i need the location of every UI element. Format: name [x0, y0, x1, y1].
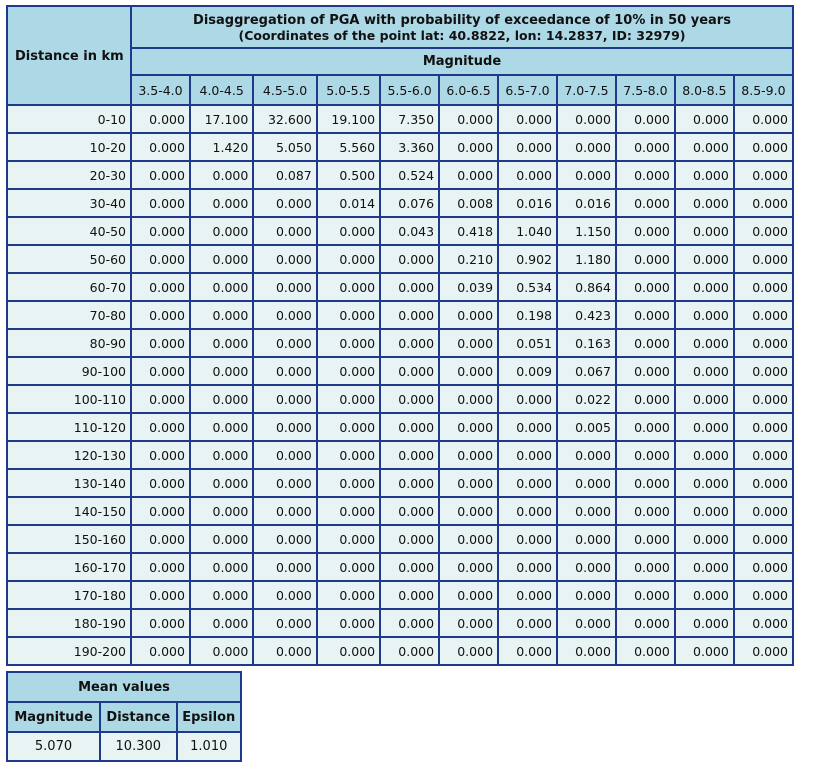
value-cell: 0.000: [253, 385, 316, 413]
value-cell: 0.000: [380, 329, 439, 357]
value-cell: 0.000: [253, 497, 316, 525]
value-cell: 0.000: [190, 581, 253, 609]
value-cell: 0.000: [317, 357, 380, 385]
value-cell: 0.000: [317, 581, 380, 609]
value-cell: 0.087: [253, 161, 316, 189]
value-cell: 0.000: [253, 217, 316, 245]
magnitude-column-header: 7.5-8.0: [616, 75, 675, 105]
value-cell: 0.000: [190, 525, 253, 553]
value-cell: 0.000: [734, 245, 793, 273]
value-cell: 0.000: [675, 133, 734, 161]
value-cell: 0.000: [675, 217, 734, 245]
disaggregation-table: [6, 5, 794, 666]
value-cell: 0.000: [734, 329, 793, 357]
value-cell: 0.000: [439, 301, 498, 329]
distance-cell: 40-50: [7, 217, 131, 245]
value-cell: 1.150: [557, 217, 616, 245]
value-cell: 0.000: [131, 161, 190, 189]
value-cell: 0.000: [380, 637, 439, 665]
value-cell: 0.000: [734, 637, 793, 665]
value-cell: 0.000: [190, 441, 253, 469]
table-row: [7, 637, 793, 665]
value-cell: 0.000: [439, 385, 498, 413]
value-cell: 0.000: [616, 189, 675, 217]
table-body: [7, 105, 793, 665]
value-cell: 0.534: [498, 273, 557, 301]
distance-header: Distance in km: [7, 6, 131, 105]
table-row: [7, 217, 793, 245]
value-cell: 0.016: [557, 189, 616, 217]
value-cell: 0.000: [439, 413, 498, 441]
value-cell: 0.000: [734, 161, 793, 189]
value-cell: 0.000: [253, 329, 316, 357]
value-cell: 0.000: [616, 385, 675, 413]
value-cell: 0.000: [131, 441, 190, 469]
value-cell: 0.000: [131, 413, 190, 441]
value-cell: 0.067: [557, 357, 616, 385]
value-cell: 0.000: [616, 581, 675, 609]
value-cell: 0.000: [317, 413, 380, 441]
value-cell: 0.000: [380, 245, 439, 273]
value-cell: 0.000: [380, 609, 439, 637]
value-cell: 0.000: [734, 469, 793, 497]
table-row: [7, 385, 793, 413]
table-row: [7, 441, 793, 469]
value-cell: 0.000: [190, 329, 253, 357]
value-cell: 0.000: [380, 385, 439, 413]
value-cell: 0.000: [734, 609, 793, 637]
value-cell: 0.000: [439, 637, 498, 665]
value-cell: 0.000: [734, 497, 793, 525]
value-cell: 0.000: [675, 189, 734, 217]
value-cell: 0.000: [498, 553, 557, 581]
value-cell: 0.418: [439, 217, 498, 245]
value-cell: 0.864: [557, 273, 616, 301]
mean-values-title: Mean values: [7, 672, 241, 702]
value-cell: 0.000: [675, 637, 734, 665]
value-cell: 0.014: [317, 189, 380, 217]
value-cell: 3.360: [380, 133, 439, 161]
value-cell: 0.000: [253, 413, 316, 441]
distance-cell: 30-40: [7, 189, 131, 217]
value-cell: 0.000: [675, 329, 734, 357]
value-cell: 0.000: [190, 609, 253, 637]
value-cell: 0.000: [131, 329, 190, 357]
magnitude-column-header: 5.5-6.0: [380, 75, 439, 105]
value-cell: 0.000: [557, 133, 616, 161]
value-cell: 5.050: [253, 133, 316, 161]
value-cell: 0.000: [131, 357, 190, 385]
value-cell: 0.000: [439, 469, 498, 497]
table-row: [7, 609, 793, 637]
distance-cell: 160-170: [7, 553, 131, 581]
value-cell: 0.000: [675, 609, 734, 637]
distance-cell: 0-10: [7, 105, 131, 133]
table-title-cell: [131, 6, 793, 48]
value-cell: 0.000: [439, 105, 498, 133]
value-cell: 0.000: [498, 637, 557, 665]
value-cell: 0.000: [253, 581, 316, 609]
value-cell: 0.000: [734, 385, 793, 413]
value-cell: 0.000: [439, 357, 498, 385]
value-cell: 0.043: [380, 217, 439, 245]
value-cell: 0.000: [616, 553, 675, 581]
value-cell: 0.000: [253, 273, 316, 301]
value-cell: 0.051: [498, 329, 557, 357]
value-cell: 0.000: [675, 385, 734, 413]
table-row: [7, 245, 793, 273]
value-cell: 0.009: [498, 357, 557, 385]
value-cell: 0.000: [498, 441, 557, 469]
value-cell: 0.076: [380, 189, 439, 217]
value-cell: 19.100: [317, 105, 380, 133]
value-cell: 0.000: [190, 637, 253, 665]
value-cell: 0.000: [190, 245, 253, 273]
value-cell: 0.000: [439, 161, 498, 189]
value-cell: 0.000: [557, 525, 616, 553]
table-row: [7, 189, 793, 217]
table-title: Disaggregation of PGA with probability of exceedance of 10% in 50 years: [193, 12, 731, 28]
value-cell: 0.000: [675, 245, 734, 273]
table-row: [7, 357, 793, 385]
value-cell: 0.000: [131, 581, 190, 609]
value-cell: 0.000: [380, 497, 439, 525]
table-row: [7, 273, 793, 301]
value-cell: 0.000: [675, 161, 734, 189]
value-cell: 0.902: [498, 245, 557, 273]
value-cell: 0.000: [131, 273, 190, 301]
distance-cell: 100-110: [7, 385, 131, 413]
value-cell: 1.180: [557, 245, 616, 273]
value-cell: 0.423: [557, 301, 616, 329]
value-cell: 0.000: [131, 301, 190, 329]
magnitude-column-header: 5.0-5.5: [317, 75, 380, 105]
value-cell: 0.000: [190, 385, 253, 413]
value-cell: 0.000: [380, 469, 439, 497]
value-cell: 0.000: [734, 301, 793, 329]
distance-cell: 20-30: [7, 161, 131, 189]
value-cell: 0.000: [317, 469, 380, 497]
value-cell: 0.000: [317, 217, 380, 245]
value-cell: 0.000: [616, 273, 675, 301]
value-cell: 0.000: [557, 441, 616, 469]
value-cell: 0.000: [317, 609, 380, 637]
value-cell: 0.000: [734, 553, 793, 581]
value-cell: 0.000: [380, 357, 439, 385]
mean-header-cell: Epsilon: [177, 702, 241, 732]
value-cell: 0.000: [734, 413, 793, 441]
value-cell: 0.000: [498, 413, 557, 441]
value-cell: 0.000: [616, 413, 675, 441]
value-cell: 0.022: [557, 385, 616, 413]
value-cell: 0.000: [498, 133, 557, 161]
mean-header-cell: Magnitude: [7, 702, 100, 732]
value-cell: 0.000: [616, 637, 675, 665]
value-cell: 0.000: [498, 609, 557, 637]
value-cell: 0.000: [131, 217, 190, 245]
mean-values-table: [6, 671, 242, 762]
mean-value-cell: 5.070: [7, 732, 100, 761]
value-cell: 0.000: [498, 385, 557, 413]
value-cell: 0.000: [190, 497, 253, 525]
value-cell: 0.000: [675, 441, 734, 469]
distance-cell: 190-200: [7, 637, 131, 665]
value-cell: 0.000: [253, 637, 316, 665]
value-cell: 0.000: [675, 273, 734, 301]
value-cell: 0.000: [131, 189, 190, 217]
value-cell: 0.000: [439, 525, 498, 553]
table-row: [7, 469, 793, 497]
value-cell: 0.000: [616, 497, 675, 525]
value-cell: 0.000: [557, 497, 616, 525]
magnitude-column-header: 4.5-5.0: [253, 75, 316, 105]
value-cell: 0.000: [131, 525, 190, 553]
value-cell: 0.000: [190, 553, 253, 581]
table-row: [7, 301, 793, 329]
value-cell: 0.000: [675, 581, 734, 609]
value-cell: 0.000: [734, 273, 793, 301]
value-cell: 0.000: [317, 273, 380, 301]
value-cell: 0.000: [190, 413, 253, 441]
value-cell: 0.000: [253, 609, 316, 637]
magnitude-column-header: 6.0-6.5: [439, 75, 498, 105]
magnitude-column-header: 6.5-7.0: [498, 75, 557, 105]
value-cell: 0.008: [439, 189, 498, 217]
table-row: [7, 105, 793, 133]
value-cell: 0.000: [675, 105, 734, 133]
value-cell: 0.000: [380, 553, 439, 581]
value-cell: 1.420: [190, 133, 253, 161]
value-cell: 7.350: [380, 105, 439, 133]
value-cell: 0.000: [317, 525, 380, 553]
value-cell: 0.163: [557, 329, 616, 357]
value-cell: 0.000: [616, 609, 675, 637]
distance-cell: 130-140: [7, 469, 131, 497]
value-cell: 32.600: [253, 105, 316, 133]
value-cell: 0.000: [253, 357, 316, 385]
value-cell: 0.000: [317, 301, 380, 329]
value-cell: 0.000: [675, 413, 734, 441]
value-cell: 0.000: [131, 385, 190, 413]
value-cell: 0.000: [190, 301, 253, 329]
value-cell: 0.000: [734, 217, 793, 245]
magnitude-column-header: 8.0-8.5: [675, 75, 734, 105]
value-cell: 0.000: [439, 581, 498, 609]
distance-cell: 90-100: [7, 357, 131, 385]
distance-cell: 110-120: [7, 413, 131, 441]
value-cell: 17.100: [190, 105, 253, 133]
value-cell: 0.000: [557, 161, 616, 189]
value-cell: 0.000: [131, 245, 190, 273]
magnitude-column-header: 7.0-7.5: [557, 75, 616, 105]
value-cell: 0.005: [557, 413, 616, 441]
mean-header-cell: Distance: [100, 702, 177, 732]
value-cell: 0.000: [498, 581, 557, 609]
table-row: [7, 413, 793, 441]
value-cell: 0.000: [380, 441, 439, 469]
mean-value-cell: 1.010: [177, 732, 241, 761]
value-cell: 0.000: [616, 301, 675, 329]
value-cell: 0.000: [616, 469, 675, 497]
value-cell: 0.000: [131, 609, 190, 637]
value-cell: 0.000: [380, 273, 439, 301]
value-cell: 0.000: [734, 525, 793, 553]
value-cell: 0.000: [190, 357, 253, 385]
value-cell: 0.000: [253, 525, 316, 553]
distance-cell: 80-90: [7, 329, 131, 357]
mean-value-cell: 10.300: [100, 732, 177, 761]
value-cell: 0.000: [131, 637, 190, 665]
magnitude-header: Magnitude: [131, 48, 793, 75]
value-cell: 0.000: [439, 133, 498, 161]
distance-cell: 180-190: [7, 609, 131, 637]
value-cell: 0.198: [498, 301, 557, 329]
mean-values-row: [7, 732, 241, 761]
distance-cell: 70-80: [7, 301, 131, 329]
value-cell: 0.000: [498, 161, 557, 189]
distance-cell: 170-180: [7, 581, 131, 609]
value-cell: 0.000: [253, 301, 316, 329]
value-cell: 0.000: [439, 553, 498, 581]
value-cell: 0.000: [675, 469, 734, 497]
value-cell: 0.000: [557, 553, 616, 581]
value-cell: 0.000: [498, 105, 557, 133]
distance-cell: 10-20: [7, 133, 131, 161]
table-row: [7, 133, 793, 161]
value-cell: 0.000: [675, 357, 734, 385]
value-cell: 0.000: [190, 217, 253, 245]
value-cell: 0.000: [253, 553, 316, 581]
value-cell: 0.000: [498, 469, 557, 497]
value-cell: 0.000: [317, 553, 380, 581]
value-cell: 0.000: [675, 553, 734, 581]
table-row: [7, 497, 793, 525]
value-cell: 0.000: [734, 357, 793, 385]
distance-cell: 50-60: [7, 245, 131, 273]
value-cell: 0.000: [317, 441, 380, 469]
value-cell: 0.000: [616, 441, 675, 469]
value-cell: 0.000: [380, 301, 439, 329]
value-cell: 0.000: [317, 637, 380, 665]
value-cell: 0.000: [734, 133, 793, 161]
table-row: [7, 161, 793, 189]
value-cell: 0.000: [616, 357, 675, 385]
value-cell: 0.000: [190, 273, 253, 301]
value-cell: 0.000: [616, 105, 675, 133]
value-cell: 0.000: [190, 161, 253, 189]
table-subtitle: (Coordinates of the point lat: 40.8822, lon: 14.2837, ID: 32979): [238, 27, 686, 43]
value-cell: 0.016: [498, 189, 557, 217]
value-cell: 0.000: [616, 525, 675, 553]
value-cell: 0.039: [439, 273, 498, 301]
value-cell: 0.000: [190, 189, 253, 217]
magnitude-column-header: 8.5-9.0: [734, 75, 793, 105]
value-cell: 0.000: [498, 497, 557, 525]
value-cell: 0.000: [439, 609, 498, 637]
value-cell: 5.560: [317, 133, 380, 161]
table-row: [7, 581, 793, 609]
value-cell: 0.500: [317, 161, 380, 189]
value-cell: 0.000: [616, 245, 675, 273]
value-cell: 0.000: [317, 385, 380, 413]
mean-headers-row: [7, 702, 241, 732]
value-cell: 0.000: [131, 553, 190, 581]
value-cell: 0.210: [439, 245, 498, 273]
value-cell: 0.000: [734, 105, 793, 133]
value-cell: 0.000: [557, 637, 616, 665]
value-cell: 0.000: [557, 469, 616, 497]
distance-cell: 150-160: [7, 525, 131, 553]
distance-cell: 60-70: [7, 273, 131, 301]
value-cell: 0.000: [439, 329, 498, 357]
value-cell: 0.000: [131, 469, 190, 497]
distance-cell: 120-130: [7, 441, 131, 469]
value-cell: 0.000: [675, 525, 734, 553]
value-cell: 0.000: [253, 189, 316, 217]
value-cell: 0.000: [439, 497, 498, 525]
value-cell: 0.000: [317, 329, 380, 357]
value-cell: 0.000: [317, 245, 380, 273]
value-cell: 0.000: [616, 161, 675, 189]
value-cell: 0.000: [317, 497, 380, 525]
value-cell: 0.000: [675, 497, 734, 525]
value-cell: 0.000: [616, 133, 675, 161]
value-cell: 0.000: [190, 469, 253, 497]
magnitude-column-header: 3.5-4.0: [131, 75, 190, 105]
value-cell: 0.000: [734, 581, 793, 609]
value-cell: 0.000: [439, 441, 498, 469]
value-cell: 0.000: [253, 469, 316, 497]
value-cell: 0.000: [734, 189, 793, 217]
value-cell: 0.000: [734, 441, 793, 469]
value-cell: 0.000: [557, 581, 616, 609]
value-cell: 0.000: [557, 609, 616, 637]
table-row: [7, 525, 793, 553]
value-cell: 0.000: [675, 301, 734, 329]
value-cell: 0.000: [616, 217, 675, 245]
value-cell: 0.000: [131, 133, 190, 161]
distance-cell: 140-150: [7, 497, 131, 525]
table-row: [7, 329, 793, 357]
magnitude-column-header: 4.0-4.5: [190, 75, 253, 105]
value-cell: 0.000: [131, 105, 190, 133]
value-cell: 0.000: [557, 105, 616, 133]
value-cell: 0.000: [253, 441, 316, 469]
table-row: [7, 553, 793, 581]
value-cell: 0.000: [253, 245, 316, 273]
value-cell: 0.000: [380, 581, 439, 609]
value-cell: 0.000: [131, 497, 190, 525]
value-cell: 1.040: [498, 217, 557, 245]
value-cell: 0.000: [380, 413, 439, 441]
value-cell: 0.000: [380, 525, 439, 553]
value-cell: 0.000: [616, 329, 675, 357]
value-cell: 0.524: [380, 161, 439, 189]
value-cell: 0.000: [498, 525, 557, 553]
